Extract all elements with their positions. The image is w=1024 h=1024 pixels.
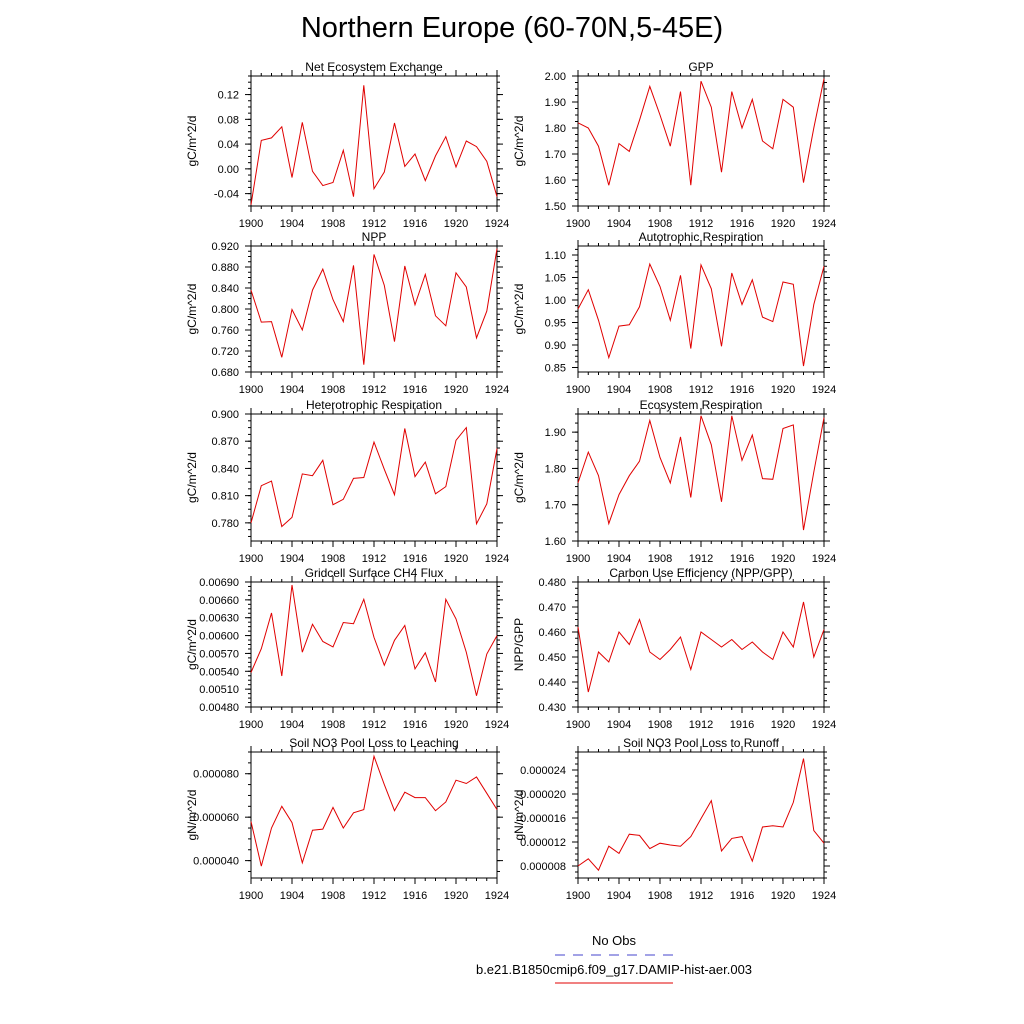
x-tick-label: 1920 [443,553,469,565]
x-tick-label: 1904 [279,384,305,396]
x-tick-label: 1912 [688,890,714,902]
y-tick-label: 0.760 [211,325,239,337]
x-tick-label: 1920 [770,890,796,902]
y-tick-label: 0.00660 [199,594,239,607]
x-tick-label: 1924 [484,553,510,565]
plot-frame [251,582,497,707]
series-line [578,602,824,692]
y-tick-label: 0.00570 [199,648,239,661]
series-line [578,79,824,186]
y-tick-label: 1.60 [544,536,566,548]
x-tick-label: 1900 [565,553,591,565]
x-tick-label: 1924 [811,719,837,731]
series-line [578,759,824,871]
x-tick-label: 1924 [484,719,510,731]
y-tick-label: 0.000040 [193,855,239,868]
x-tick-label: 1912 [688,384,714,396]
panel-title: GPP [688,60,714,74]
x-tick-label: 1924 [484,384,510,396]
series-line [578,264,824,366]
x-tick-label: 1916 [729,890,755,902]
y-tick-label: 0.90 [544,340,566,352]
x-tick-label: 1904 [279,218,305,230]
x-tick-label: 1916 [729,553,755,565]
panel-title: Gridcell Surface CH4 Flux [304,566,444,580]
y-tick-label: 0.900 [211,409,239,421]
y-tick-label: 0.810 [211,490,239,503]
x-tick-label: 1920 [770,553,796,565]
y-tick-label: 1.80 [544,123,566,135]
y-tick-label: -0.04 [213,188,239,201]
x-tick-label: 1900 [565,384,591,396]
x-tick-label: 1904 [606,890,632,902]
y-tick-label: 1.70 [544,149,566,161]
x-tick-label: 1908 [320,890,346,902]
y-tick-label: 0.430 [538,702,566,714]
plot-frame [578,76,824,206]
panel-8 [512,566,836,731]
x-tick-label: 1924 [811,553,837,565]
panel-4 [512,230,836,396]
y-tick-label: 0.450 [538,652,566,664]
y-tick-label: 1.80 [544,463,566,476]
x-tick-label: 1920 [770,384,796,396]
x-tick-label: 1912 [361,384,387,396]
y-axis-label: gC/m^2/d [185,115,199,167]
plot-frame [251,246,497,372]
y-tick-label: 1.10 [544,250,566,262]
x-tick-label: 1908 [647,890,673,902]
panel-title: Ecosystem Respiration [639,398,763,412]
legend-model-label: b.e21.B1850cmip6.f09_g17.DAMIP-hist-aer.003 [475,962,753,977]
panel-title: NPP [361,230,387,244]
panel-10 [512,736,836,902]
x-tick-label: 1912 [688,719,714,731]
y-tick-label: 0.870 [211,436,239,449]
x-tick-label: 1908 [647,384,673,396]
x-tick-label: 1904 [279,719,305,731]
x-tick-label: 1904 [606,719,632,731]
panel-title: Soil NO3 Pool Loss to Runoff [623,736,779,750]
y-tick-label: 0.000020 [520,789,566,801]
x-tick-label: 1908 [647,553,673,565]
chart-panels [185,60,836,902]
panel-title: Autotrophic Respiration [638,230,764,244]
panel-title: Carbon Use Efficiency (NPP/GPP) [609,566,793,580]
x-tick-label: 1900 [238,384,264,396]
y-tick-label: 0.000016 [520,813,566,825]
x-tick-label: 1900 [238,719,264,731]
panel-3 [185,230,509,396]
y-axis-label: gC/m^2/d [512,452,526,503]
x-tick-label: 1912 [361,553,387,565]
y-tick-label: 1.90 [544,97,566,109]
y-axis-label: NPP/GPP [512,617,526,672]
y-tick-label: 0.00690 [199,577,239,589]
y-tick-label: 1.05 [544,272,566,285]
plot-frame [578,752,824,878]
x-tick-label: 1908 [647,719,673,731]
y-axis-label: gC/m^2/d [512,115,526,167]
series-line [251,249,497,365]
x-tick-label: 1916 [729,384,755,396]
y-axis-label: gC/m^2/d [185,452,199,503]
x-tick-label: 1908 [320,553,346,565]
y-tick-label: 0.00480 [199,702,239,714]
panel-title: Net Ecosystem Exchange [305,60,443,74]
y-tick-label: 0.00540 [199,666,239,679]
x-tick-label: 1908 [320,719,346,731]
x-tick-label: 1920 [770,218,796,230]
y-tick-label: 1.90 [544,427,566,440]
x-tick-label: 1924 [811,218,837,230]
x-tick-label: 1916 [729,719,755,731]
y-axis-label: gN/m^2/d [185,789,199,841]
y-tick-label: 0.440 [538,677,566,689]
x-tick-label: 1920 [443,719,469,731]
y-tick-label: 0.000080 [193,768,239,781]
y-tick-label: 0.08 [217,114,239,127]
y-tick-label: 0.840 [211,463,239,476]
x-tick-label: 1912 [361,890,387,902]
y-tick-label: 0.95 [544,317,566,330]
series-line [251,585,497,696]
x-tick-label: 1924 [484,218,510,230]
y-tick-label: 0.840 [211,283,239,295]
y-axis-label: gC/m^2/d [512,283,526,335]
x-tick-label: 1908 [320,218,346,230]
panel-1 [185,60,509,230]
x-tick-label: 1912 [361,218,387,230]
y-tick-label: 1.50 [544,201,566,213]
x-tick-label: 1916 [402,719,428,731]
x-tick-label: 1900 [238,553,264,565]
x-tick-label: 1916 [402,890,428,902]
x-tick-label: 1924 [484,890,510,902]
y-tick-label: 0.00 [217,163,239,176]
y-axis-label: gN/m^2/d [512,789,526,841]
x-tick-label: 1900 [238,218,264,230]
y-tick-label: 0.12 [217,89,239,102]
x-tick-label: 1912 [688,218,714,230]
x-tick-label: 1908 [320,384,346,396]
x-tick-label: 1904 [606,384,632,396]
x-tick-label: 1900 [565,890,591,902]
x-tick-label: 1924 [811,384,837,396]
y-tick-label: 0.04 [217,139,239,152]
y-tick-label: 0.800 [211,304,239,316]
x-tick-label: 1904 [279,553,305,565]
x-tick-label: 1916 [402,384,428,396]
y-tick-label: 0.680 [211,367,239,379]
plot-frame [251,752,497,878]
y-tick-label: 0.000024 [520,765,566,777]
x-tick-label: 1912 [688,553,714,565]
y-axis-label: gC/m^2/d [185,619,199,670]
x-tick-label: 1920 [770,719,796,731]
panel-6 [512,398,836,565]
x-tick-label: 1904 [279,890,305,902]
y-tick-label: 1.60 [544,175,566,187]
x-tick-label: 1916 [729,218,755,230]
y-tick-label: 0.780 [211,517,239,530]
y-axis-label: gC/m^2/d [185,283,199,335]
y-tick-label: 0.720 [211,346,239,358]
panel-7 [185,566,509,731]
y-tick-label: 0.00600 [199,630,239,643]
x-tick-label: 1920 [443,218,469,230]
series-line [578,416,824,530]
panel-2 [512,60,836,230]
y-tick-label: 0.470 [538,602,566,614]
x-tick-label: 1920 [443,890,469,902]
panel-title: Heterotrophic Respiration [305,398,443,412]
y-tick-label: 0.460 [538,627,566,639]
y-tick-label: 0.480 [538,577,566,589]
y-tick-label: 0.000060 [193,812,239,825]
x-tick-label: 1920 [443,384,469,396]
y-tick-label: 0.000012 [520,837,566,849]
y-tick-label: 2.00 [544,71,566,83]
x-tick-label: 1904 [606,553,632,565]
x-tick-label: 1912 [361,719,387,731]
y-tick-label: 0.85 [544,362,566,375]
y-tick-label: 1.70 [544,499,566,512]
y-tick-label: 1.00 [544,295,566,307]
panel-5 [185,398,509,565]
x-tick-label: 1916 [402,218,428,230]
panel-9 [185,736,509,902]
y-tick-label: 0.00630 [199,612,239,625]
x-tick-label: 1900 [238,890,264,902]
x-tick-label: 1904 [606,218,632,230]
plot-frame [251,414,497,541]
x-tick-label: 1916 [402,553,428,565]
plot-frame [578,414,824,541]
x-tick-label: 1908 [647,218,673,230]
y-tick-label: 0.920 [211,241,239,253]
series-line [251,428,497,527]
series-line [251,756,497,866]
y-tick-label: 0.880 [211,262,239,274]
series-line [251,85,497,205]
panel-title: Soil NO3 Pool Loss to Leaching [289,736,459,750]
x-tick-label: 1900 [565,719,591,731]
legend-obs-label: No Obs [591,933,637,948]
y-tick-label: 0.00510 [199,684,239,697]
figure-title: Northern Europe (60-70N,5-45E) [300,12,724,44]
x-tick-label: 1924 [811,890,837,902]
x-tick-label: 1900 [565,218,591,230]
y-tick-label: 0.000008 [520,861,566,873]
